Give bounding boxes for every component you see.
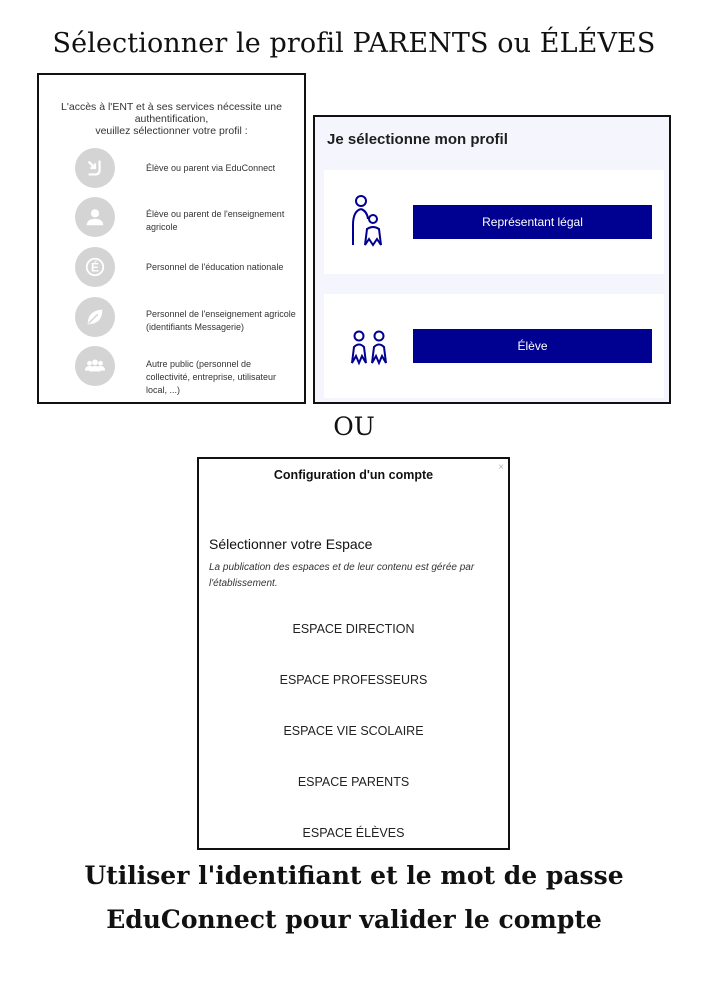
svg-text:É: É	[91, 260, 99, 275]
ent-intro-line: veuillez sélectionner votre profil :	[95, 125, 248, 137]
education-nationale-icon	[75, 247, 115, 287]
ent-option-education-nationale[interactable]	[39, 247, 304, 291]
account-config-panel	[197, 457, 510, 850]
ent-option-agricole[interactable]	[39, 197, 304, 241]
ent-option-autre-public[interactable]	[39, 346, 304, 395]
ent-option-label: Autre public (personnel de collectivité, entreprise, utilisateur local, ...)	[146, 359, 277, 395]
space-professeurs-option[interactable]: ESPACE PROFESSEURS	[279, 673, 428, 687]
select-space-heading: Sélectionner votre Espace	[209, 536, 373, 552]
student-button[interactable]: Élève	[413, 329, 652, 363]
ent-option-label: Élève ou parent via EduConnect	[146, 163, 276, 173]
educonnect-icon	[75, 148, 115, 188]
ent-option-label: Personnel de l'éducation nationale	[146, 262, 284, 272]
page-title: Sélectionner le profil PARENTS ou ÉLÉVES	[52, 28, 656, 59]
ent-intro-line: authentification,	[134, 113, 209, 125]
footer-instruction-line1: Utiliser l'identifiant et le mot de passe	[84, 861, 624, 890]
space-eleves-option[interactable]: ESPACE ÉLÈVES	[302, 826, 405, 840]
parent-child-icon	[350, 195, 394, 249]
person-icon	[75, 197, 115, 237]
leaf-icon	[75, 297, 115, 337]
ent-option-label: Élève ou parent de l'enseignement agricole	[146, 209, 285, 232]
ent-intro-text	[39, 101, 304, 137]
ent-option-educonnect[interactable]	[39, 148, 304, 192]
space-direction-option[interactable]: ESPACE DIRECTION	[292, 622, 415, 636]
config-title: Configuration d'un compte	[273, 468, 434, 482]
ent-option-label: Personnel de l'enseignement agricole (identifiants Messagerie)	[146, 309, 296, 332]
ent-auth-panel	[37, 73, 306, 404]
students-icon	[350, 330, 390, 366]
ent-option-messagerie[interactable]	[39, 297, 304, 341]
space-vie-scolaire-option[interactable]: ESPACE VIE SCOLAIRE	[283, 724, 424, 738]
educonnect-profile-panel	[313, 115, 671, 404]
legal-representative-card	[324, 170, 664, 274]
legal-representative-button[interactable]: Représentant légal	[413, 205, 652, 239]
close-icon[interactable]: ×	[498, 462, 504, 473]
student-card	[324, 294, 664, 398]
edu-panel-title: Je sélectionne mon profil	[327, 131, 508, 148]
or-separator: OU	[333, 412, 375, 441]
space-parents-option[interactable]: ESPACE PARENTS	[297, 775, 410, 789]
ent-intro-line: L'accès à l'ENT et à ses services nécessite une	[61, 101, 282, 113]
group-icon	[75, 346, 115, 386]
footer-instruction-line2: EduConnect pour valider le compte	[106, 905, 602, 934]
config-note: La publication des espaces et de leur contenu est gérée par l'établissement.	[209, 562, 475, 589]
